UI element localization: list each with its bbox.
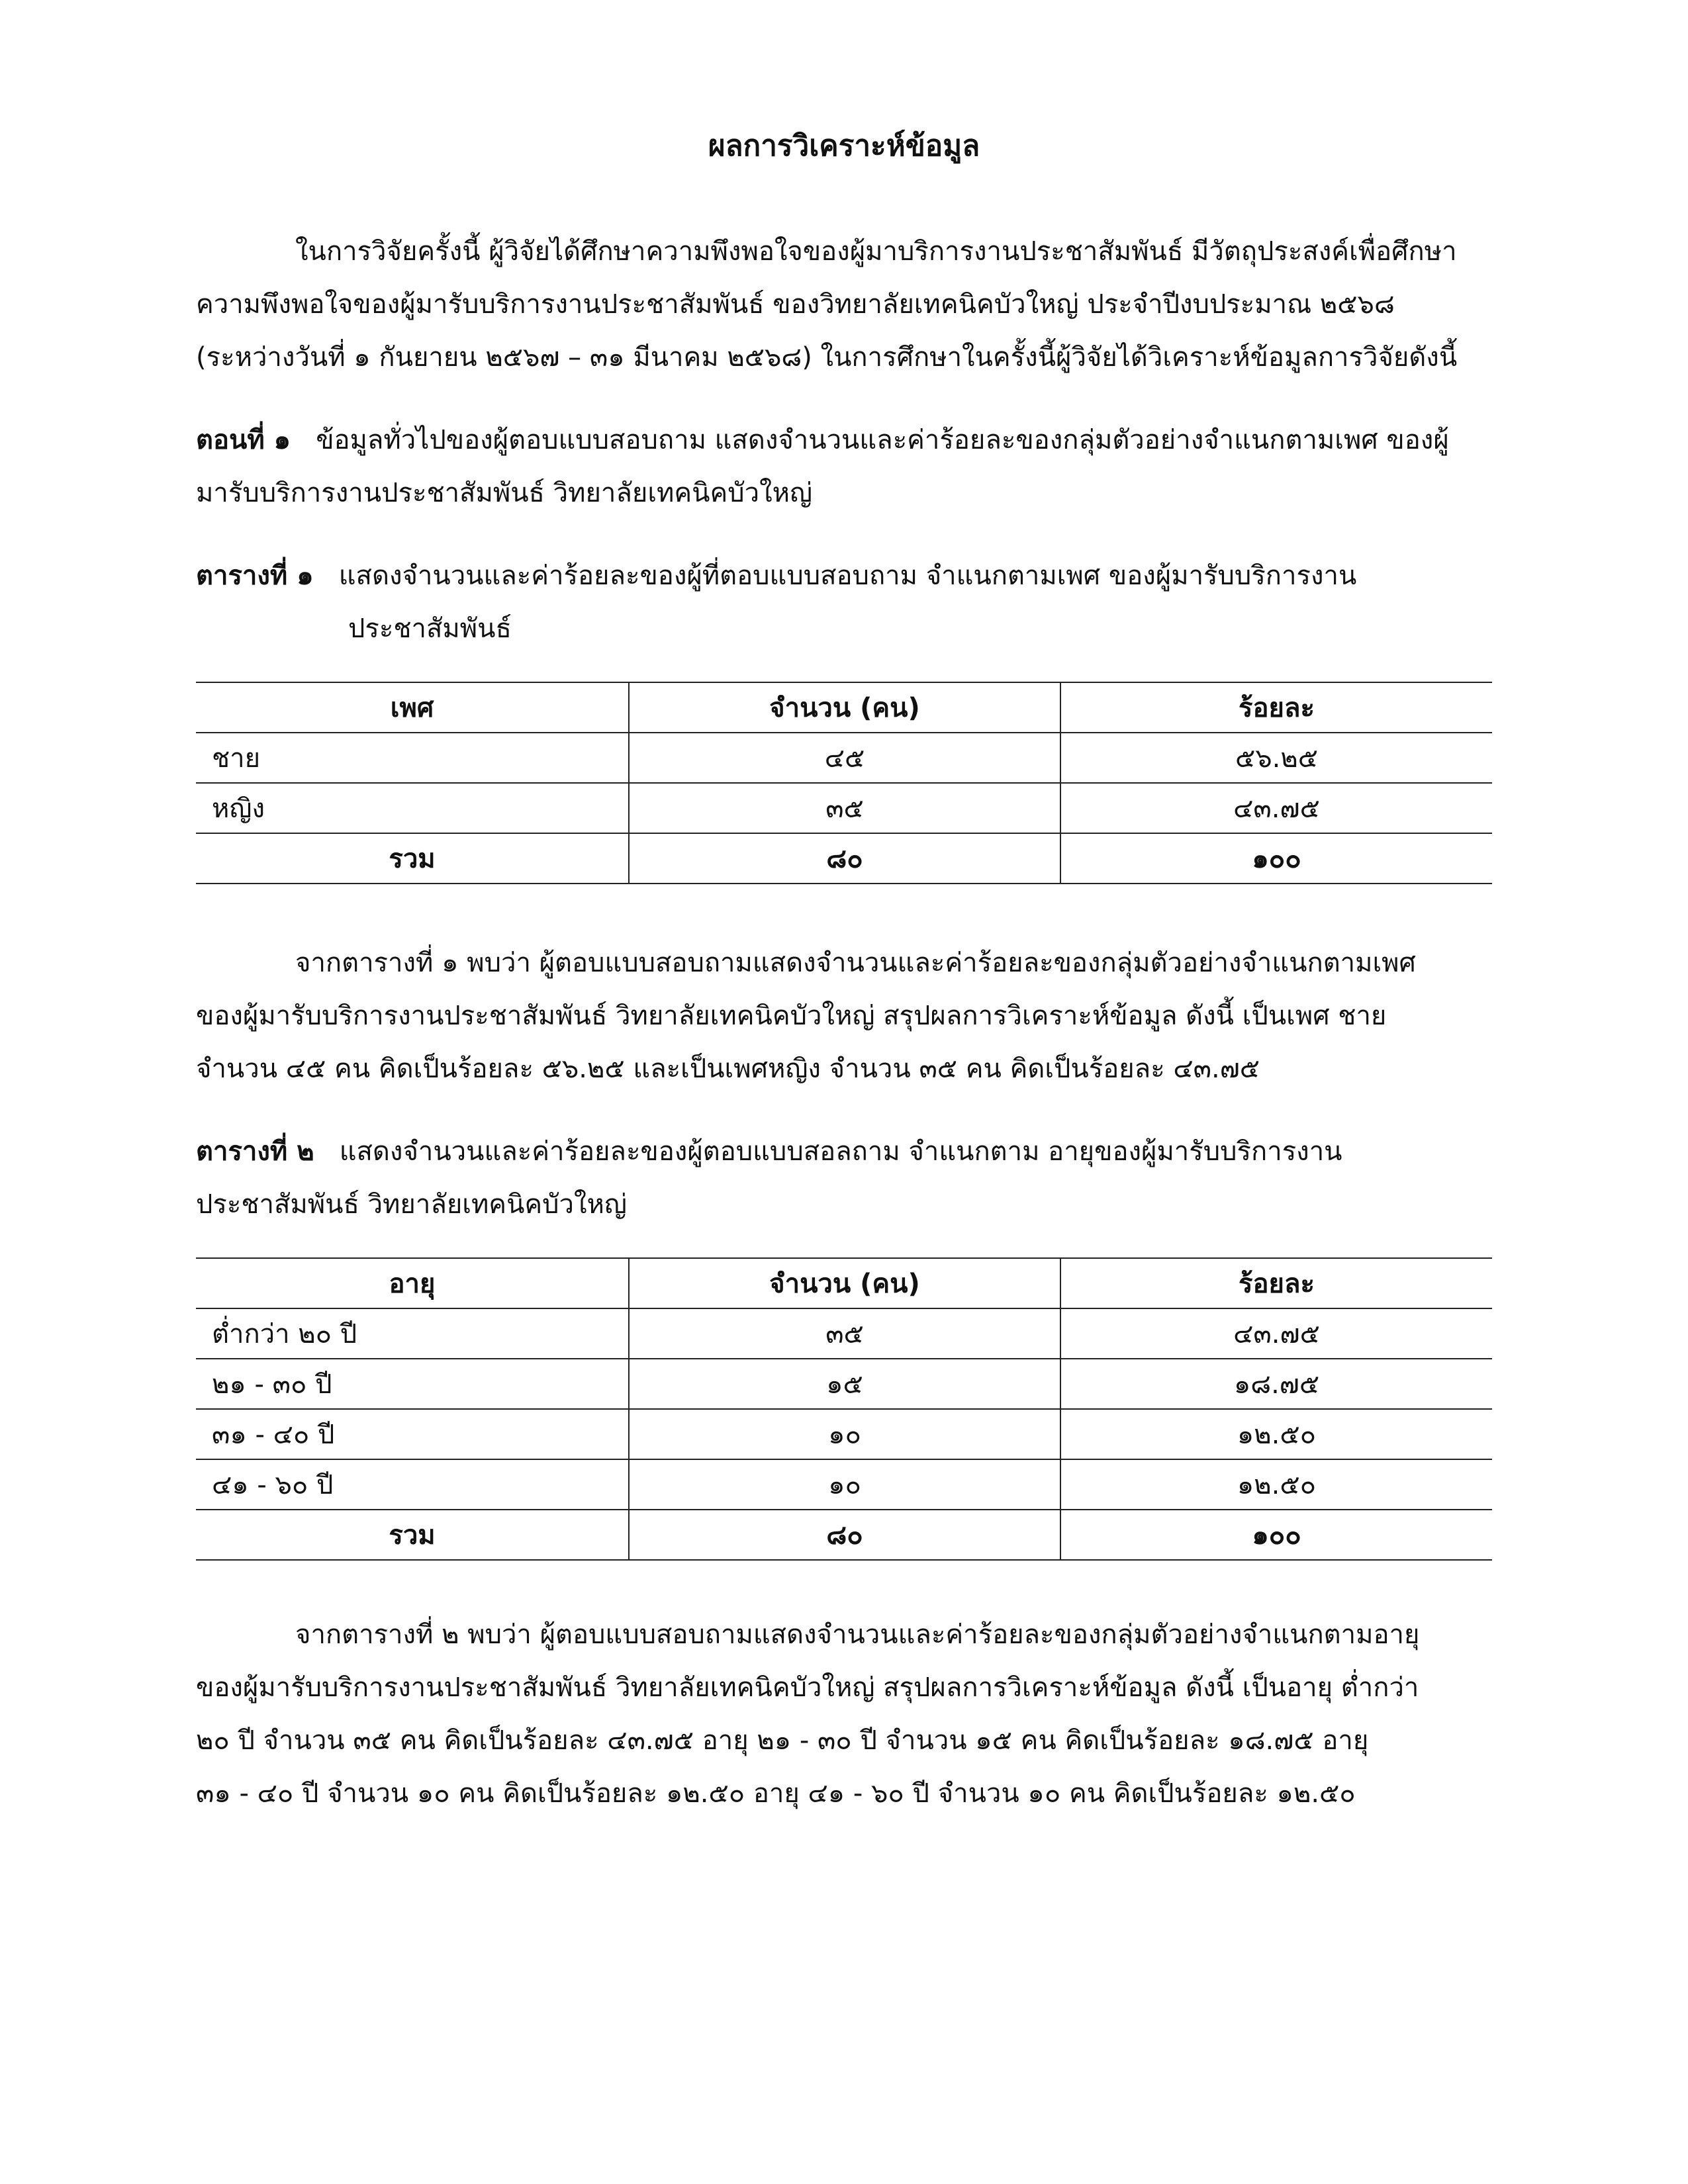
table-cell: ๑๒.๕๐ [1060, 1409, 1492, 1459]
table1-caption [196, 549, 1492, 655]
table2-caption-label: ตารางที่ ๒ [196, 1136, 314, 1167]
summary2-line: ๓๑ - ๔๐ ปี จำนวน ๑๐ คน คิดเป็นร้อยละ ๑๒.๕๐ อายุ ๔๑ - ๖๐ ปี จำนวน ๑๐ คน คิดเป็นร้อยละ ๑๒.๕๐ [196, 1778, 1356, 1809]
table-row [196, 783, 1492, 833]
table-row [196, 1459, 1492, 1510]
table-cell: ๑๐ [629, 1459, 1060, 1510]
summary1-line [196, 936, 1492, 989]
column-header: จำนวน (คน) [629, 1258, 1060, 1308]
summary2-line-text: จากตารางที่ ๒ พบว่า ผู้ตอบแบบสอบถามแสดงจำนวนและค่าร้อยละของกลุ่มตัวอย่างจำแนกตามอายุ [295, 1619, 1420, 1650]
table1-caption-line [196, 549, 1492, 602]
column-header: เพศ [196, 682, 629, 733]
part1-heading [196, 414, 1492, 520]
table-header-row [196, 682, 1492, 733]
table2-caption-line [196, 1125, 1492, 1178]
summary2-line [196, 1608, 1492, 1661]
table-cell: ๑๐๐ [1060, 1510, 1492, 1560]
table-cell: ๔๓.๗๕ [1060, 1308, 1492, 1359]
table-cell: ๘๐ [629, 1510, 1060, 1560]
part1-line [196, 414, 1492, 467]
table-cell: รวม [196, 833, 629, 884]
column-header: ร้อยละ [1060, 1258, 1492, 1308]
table-cell: ๑๐ [629, 1409, 1060, 1459]
summary2-paragraph [196, 1608, 1492, 1820]
age-table [196, 1257, 1492, 1561]
intro-line: (ระหว่างวันที่ ๑ กันยายน ๒๕๖๗ – ๓๑ มีนาคม ๒๕๖๘) ในการศึกษาในครั้งนี้ผู้วิจัยได้วิเคราะห์ข้อมูลการวิจัยดังนี้ [196, 342, 1458, 373]
table-cell: ชาย [196, 733, 629, 783]
summary1-paragraph [196, 936, 1492, 1095]
table-cell: รวม [196, 1510, 629, 1560]
summary1-line-text: จากตารางที่ ๑ พบว่า ผู้ตอบแบบสอบถามแสดงจำนวนและค่าร้อยละของกลุ่มตัวอย่างจำแนกตามเพศ [295, 948, 1416, 978]
table-cell: ต่ำกว่า ๒๐ ปี [196, 1308, 629, 1359]
part1-label: ตอนที่ ๑ [196, 425, 291, 455]
page-title: ผลการวิเคราะห์ข้อมูล [708, 129, 980, 163]
table-cell: ๑๘.๗๕ [1060, 1359, 1492, 1409]
column-header: จำนวน (คน) [629, 682, 1060, 733]
summary1-line: จำนวน ๔๕ คน คิดเป็นร้อยละ ๕๖.๒๕ และเป็นเพศหญิง จำนวน ๓๕ คน คิดเป็นร้อยละ ๔๓.๗๕ [196, 1054, 1260, 1084]
table-cell: ๕๖.๒๕ [1060, 733, 1492, 783]
table-header-row [196, 1258, 1492, 1308]
table-cell: ๔๕ [629, 733, 1060, 783]
intro-paragraph [196, 225, 1492, 384]
table-cell: ๒๑ - ๓๐ ปี [196, 1359, 629, 1409]
table-cell: ๔๑ - ๖๐ ปี [196, 1459, 629, 1510]
summary1-line: ของผู้มารับบริการงานประชาสัมพันธ์ วิทยาลัยเทคนิคบัวใหญ่ สรุปผลการวิเคราะห์ข้อมูล ดังนี้ เป็นเพศ ชาย [196, 1001, 1387, 1031]
table-cell: ๑๐๐ [1060, 833, 1492, 884]
table-cell: ๑๒.๕๐ [1060, 1459, 1492, 1510]
table-cell: หญิง [196, 783, 629, 833]
table-cell: ๓๑ - ๔๐ ปี [196, 1409, 629, 1459]
table2-caption-text: แสดงจำนวนและค่าร้อยละของผู้ตอบแบบสอลถาม จำแนกตาม อายุของผู้มารับบริการงาน [339, 1136, 1342, 1167]
part1-text: ข้อมูลทั่วไปของผู้ตอบแบบสอบถาม แสดงจำนวนและค่าร้อยละของกลุ่มตัวอย่างจำแนกตามเพศ ของผู้ [316, 425, 1449, 455]
table-row [196, 1359, 1492, 1409]
table1-caption-text: แสดงจำนวนและค่าร้อยละของผู้ที่ตอบแบบสอบถาม จำแนกตามเพศ ของผู้มารับบริการงาน [338, 561, 1357, 591]
table2-caption-line2: ประชาสัมพันธ์ วิทยาลัยเทคนิคบัวใหญ่ [196, 1189, 627, 1220]
intro-line-text: ในการวิจัยครั้งนี้ ผู้วิจัยได้ศึกษาความพึงพอใจของผู้มาบริการงานประชาสัมพันธ์ มีวัตถุประสงค์เพื่อศึกษา [295, 236, 1457, 267]
table-cell: ๓๕ [629, 783, 1060, 833]
table1-caption-line2: ประชาสัมพันธ์ [348, 614, 512, 644]
table-cell: ๓๕ [629, 1308, 1060, 1359]
part1-line: มารับบริการงานประชาสัมพันธ์ วิทยาลัยเทคนิคบัวใหญ่ [196, 478, 813, 508]
column-header: ร้อยละ [1060, 682, 1492, 733]
table-cell: ๑๕ [629, 1359, 1060, 1409]
table-total-row [196, 833, 1492, 884]
table1-caption-label: ตารางที่ ๑ [196, 561, 314, 591]
column-header: อายุ [196, 1258, 629, 1308]
table-row [196, 1308, 1492, 1359]
gender-table [196, 682, 1492, 884]
table-row [196, 1409, 1492, 1459]
table-row [196, 733, 1492, 783]
table-cell: ๔๓.๗๕ [1060, 783, 1492, 833]
summary2-line: ของผู้มารับบริการงานประชาสัมพันธ์ วิทยาลัยเทคนิคบัวใหญ่ สรุปผลการวิเคราะห์ข้อมูล ดังนี้ เป็นอายุ ต่ำกว่า [196, 1672, 1419, 1703]
summary2-line: ๒๐ ปี จำนวน ๓๕ คน คิดเป็นร้อยละ ๔๓.๗๕ อายุ ๒๑ - ๓๐ ปี จำนวน ๑๕ คน คิดเป็นร้อยละ ๑๘.๗๕ อายุ [196, 1725, 1369, 1756]
table-total-row [196, 1510, 1492, 1560]
intro-line [196, 225, 1492, 278]
table-cell: ๘๐ [629, 833, 1060, 884]
intro-line: ความพึงพอใจของผู้มารับบริการงานประชาสัมพันธ์ ของวิทยาลัยเทคนิคบัวใหญ่ ประจำปีงบประมาณ ๒๕๖๘ [196, 289, 1395, 320]
table2-caption [196, 1125, 1492, 1231]
